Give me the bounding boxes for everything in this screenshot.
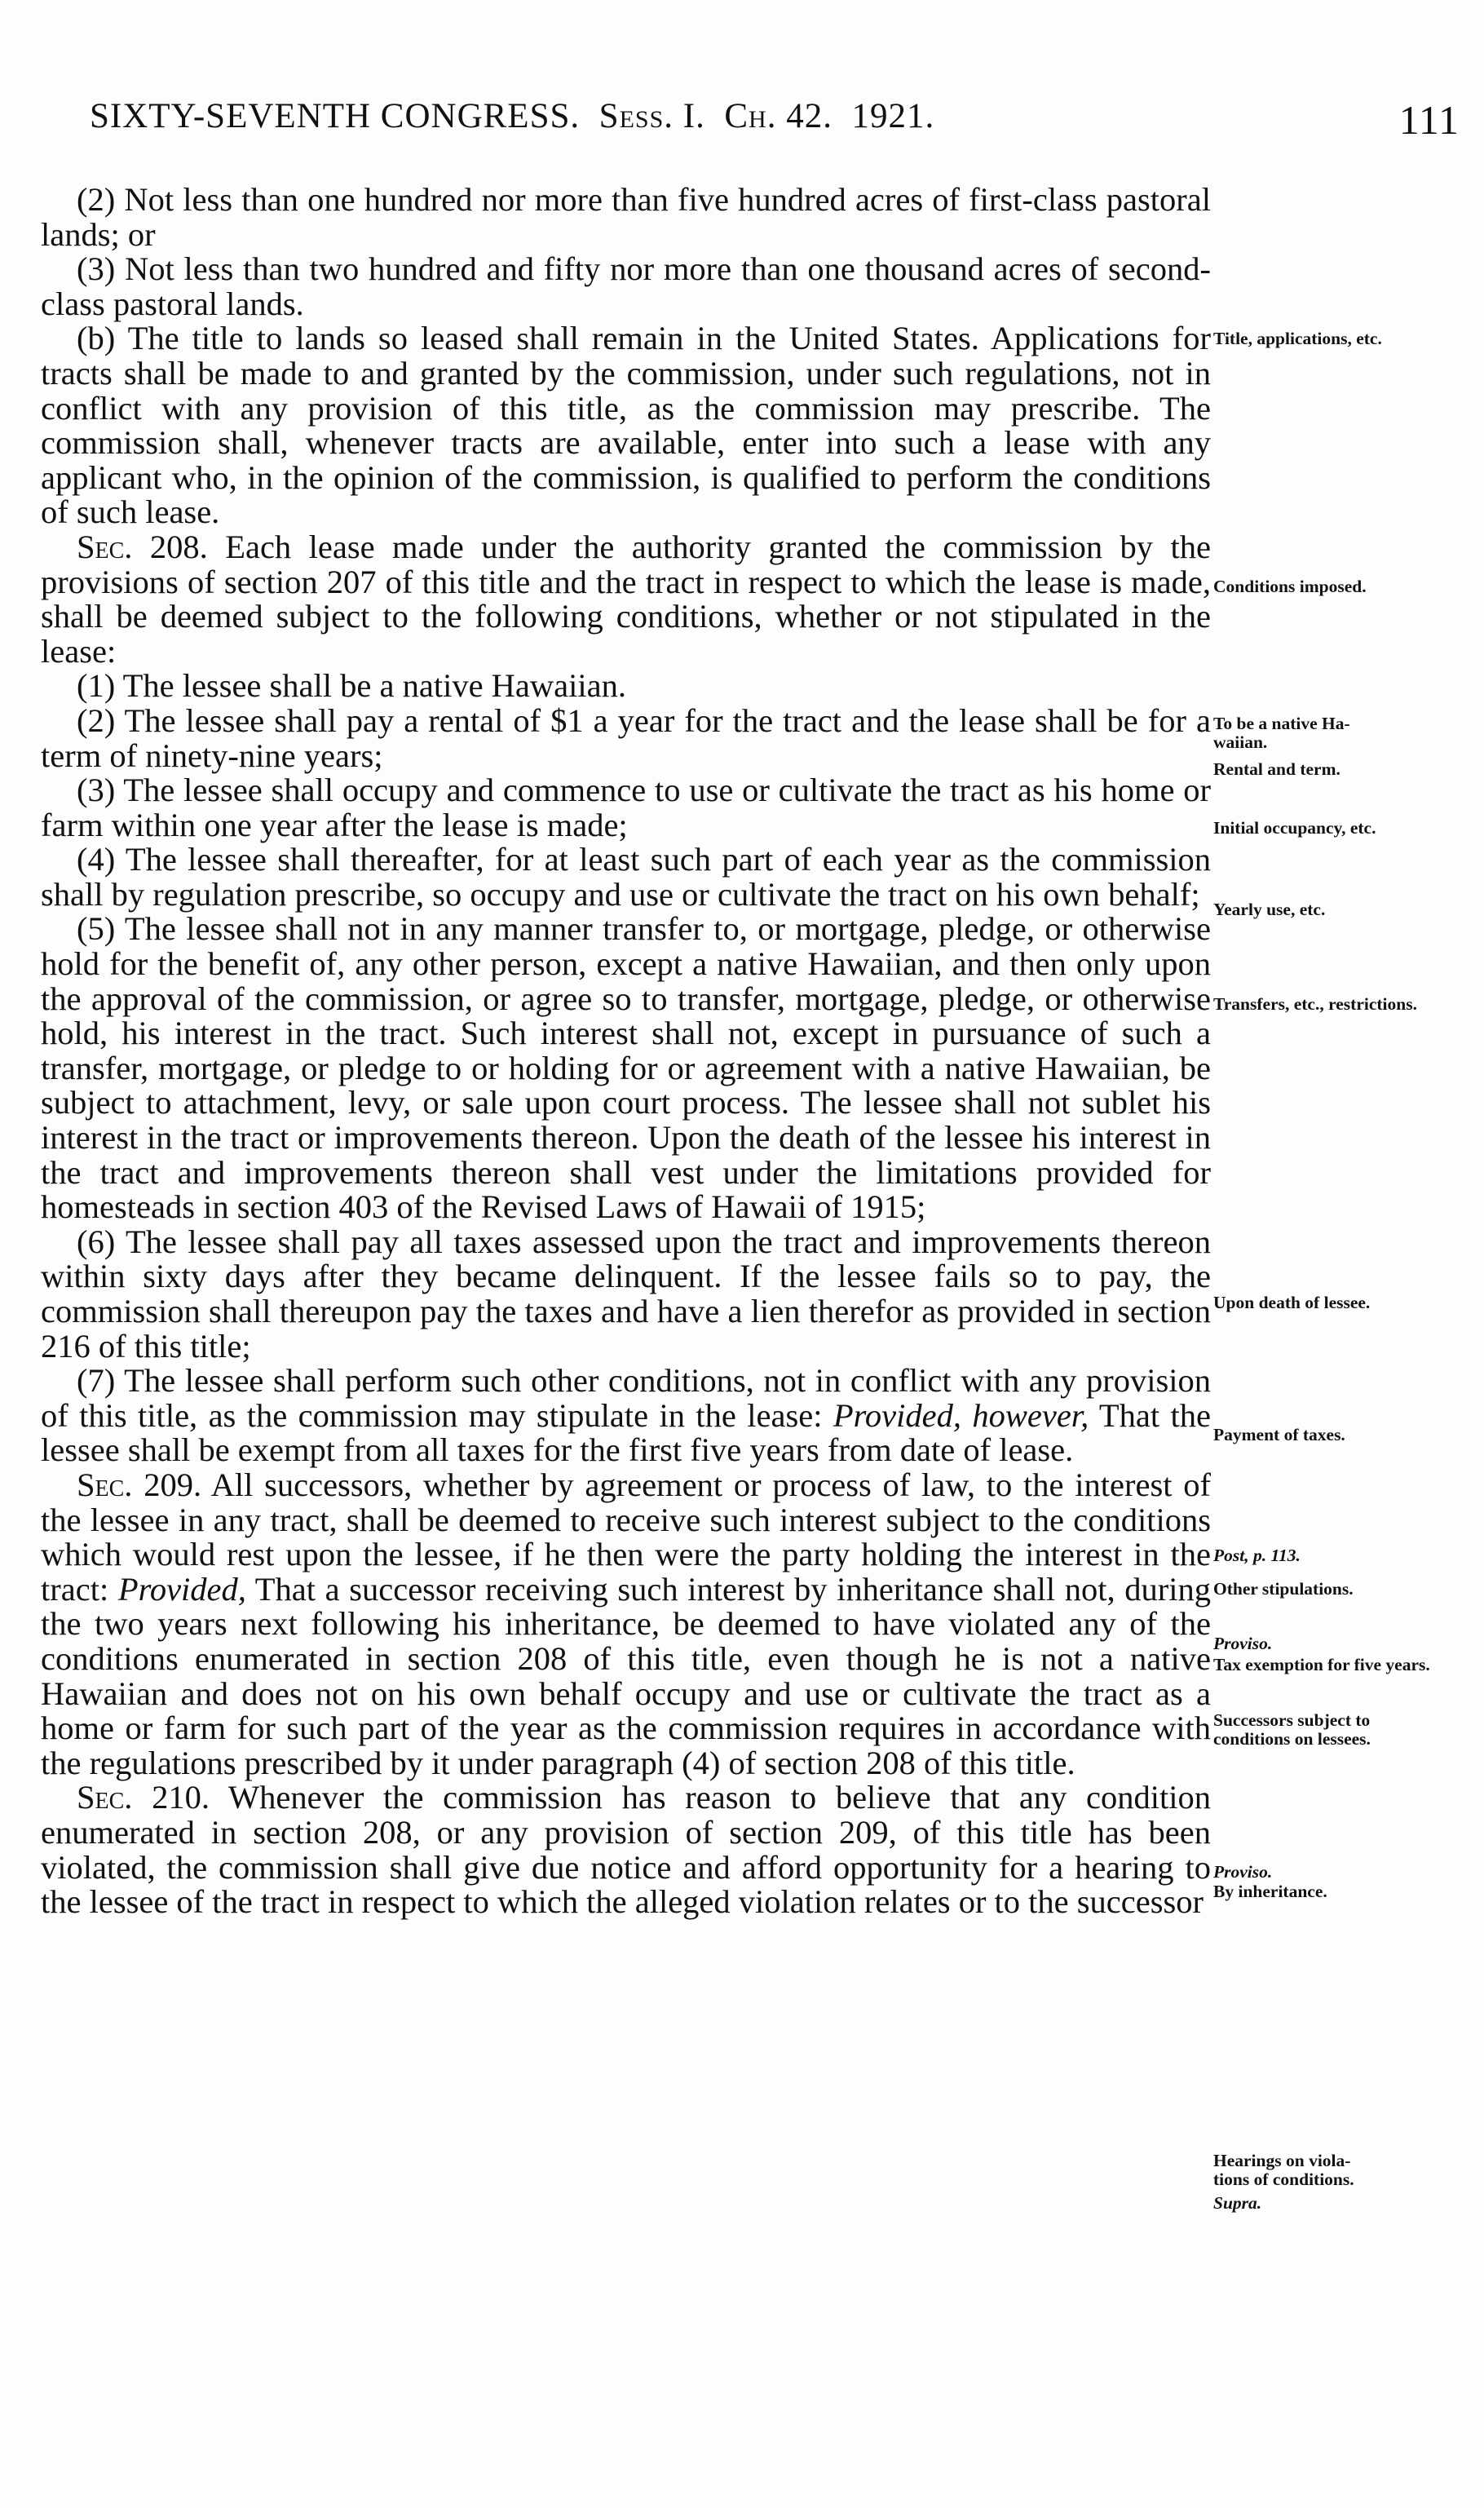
margin-note: Proviso.	[1213, 1862, 1273, 1882]
margin-note: To be a native Ha- waiian.	[1213, 714, 1350, 752]
header-session: Sess. I.	[598, 97, 705, 135]
margin-note: Successors subject to conditions on lessees.	[1213, 1710, 1371, 1749]
margin-note: Upon death of lessee.	[1213, 1293, 1371, 1312]
paragraph: (4) The lessee shall thereafter, for at least such part of each year as the commission shall by regulation prescribe, so occupy and use or cultivate the tract on his own behalf;	[41, 841, 1211, 913]
section-paragraph: Sec. 209. All successors, whether by agreement or process of law, to the interest of the lessee in any tract, shall be deemed to receive such interest subject to the conditions which would rest upon the lessee, if he then were the party holding the interest in the tract: Provided, That a successor receiving such interest by inheritance shall not, during the two years next following his inheritance, be deemed to have violated any of the conditions enumerated in section 208 of this title, even though he is not a native Hawaiian and does not on his own behalf occupy and use or cultivate the tract as a home or farm for such part of the year as the commission requires in accordance with the regulations prescribed by it under paragraph (4) of section 208 of this title.	[41, 1466, 1211, 1781]
margin-note: Proviso.	[1213, 1634, 1273, 1653]
margin-note: Yearly use, etc.	[1213, 900, 1326, 919]
margin-note: Initial occupancy, etc.	[1213, 818, 1376, 838]
margin-note: Supra.	[1213, 2193, 1262, 2213]
margin-note: Title, applications, etc.	[1213, 329, 1382, 348]
paragraph: (3) The lessee shall occupy and commence to use or cultivate the tract as his home or farm within one year after the lease is made;	[41, 772, 1211, 843]
page-number: 111	[1398, 97, 1460, 143]
margin-note: Tax exemption for five years.	[1213, 1655, 1430, 1674]
paragraph: (2) The lessee shall pay a rental of $1 a year for the tract and the lease shall be for a term of ninety-nine years;	[41, 701, 1211, 774]
section-paragraph: Sec. 208. Each lease made under the authority granted the commission by the provisions of section 207 of this title and the tract in respect to which the lease is made, shall be deemed subject to the following conditions, whether or not stipulated in the lease:	[41, 528, 1211, 670]
header-chapter: Ch. 42.	[724, 97, 833, 135]
margin-note: Post, p. 113.	[1213, 1546, 1301, 1565]
proviso-phrase: Provided, however,	[833, 1396, 1089, 1434]
paragraph: (2) Not less than one hundred nor more than five hundred acres of first-class pastoral lands; or	[41, 181, 1211, 253]
margin-notes	[1213, 0, 1466, 2508]
section-label: Sec. 209.	[77, 1466, 202, 1503]
margin-note: Rental and term.	[1213, 759, 1340, 779]
margin-note: Conditions imposed.	[1213, 577, 1367, 596]
proviso-phrase: Provided,	[117, 1570, 246, 1608]
margin-note: Payment of taxes.	[1213, 1425, 1345, 1444]
paragraph: (3) Not less than two hundred and fifty nor more than one thousand acres of second-class pastoral lands.	[41, 250, 1211, 322]
margin-note: Other stipulations.	[1213, 1579, 1354, 1599]
paragraph: (b) The title to lands so leased shall remain in the United States. Applications for tracts shall be made to and granted by the commission, under such regulations, not in conflict with any provision of this title, as the commission may prescribe. The commission shall, whenever tracts are available, enter into such a lease with any applicant who, in the opinion of the commission, is qualified to perform the conditions of such lease.	[41, 320, 1211, 531]
header-congress: SIXTY-SEVENTH CONGRESS.	[90, 97, 581, 135]
header-year: 1921.	[851, 97, 935, 135]
paragraph: (5) The lessee shall not in any manner transfer to, or mortgage, pledge, or otherwise hold for the benefit of, any other person, except a native Hawaiian, and then only upon the approval of the commission, or agree so to transfer, mortgage, pledge, or otherwise hold, his interest in the tract. Such interest shall not, except in pursuance of such a transfer, mortgage, or pledge to or holding for or agreement with a native Hawaiian, be subject to attachment, levy, or sale upon court process. The lessee shall not sublet his interest in the tract or improvements thereon. Upon the death of the lessee his interest in the tract and improvements thereon shall vest under the limitations provided for homesteads in section 403 of the Revised Laws of Hawaii of 1915;	[41, 910, 1211, 1226]
header-citation	[90, 96, 934, 136]
margin-note: Hearings on viola- tions of conditions.	[1213, 2151, 1354, 2189]
section-label: Sec. 210.	[77, 1779, 210, 1816]
paragraph: (7) The lessee shall perform such other conditions, not in conflict with any provision of this title, as the commission may stipulate in the lease: Provided, however, That the lessee shall be exempt from all taxes for the first five years from date of lease.	[41, 1362, 1211, 1469]
paragraph: (6) The lessee shall pay all taxes assessed upon the tract and improvements thereon within sixty days after they became delinquent. If the lessee fails so to pay, the commission shall thereupon pay the taxes and have a lien therefor as provided in section 216 of this title;	[41, 1223, 1211, 1365]
section-label: Sec. 208.	[77, 528, 208, 565]
margin-note: By inheritance.	[1213, 1882, 1327, 1901]
statute-body	[41, 183, 1211, 1920]
section-paragraph: Sec. 210. Whenever the commission has reason to believe that any condition enumerated in section 208, or any provision of section 209, of this title has been violated, the commission shall give due notice and afford opportunity for a hearing to the lessee of the tract in respect to which the alleged violation relates or to the successor	[41, 1779, 1211, 1921]
paragraph: (1) The lessee shall be a native Hawaiian.	[77, 667, 626, 705]
margin-note: Transfers, etc., restrictions.	[1213, 994, 1417, 1014]
